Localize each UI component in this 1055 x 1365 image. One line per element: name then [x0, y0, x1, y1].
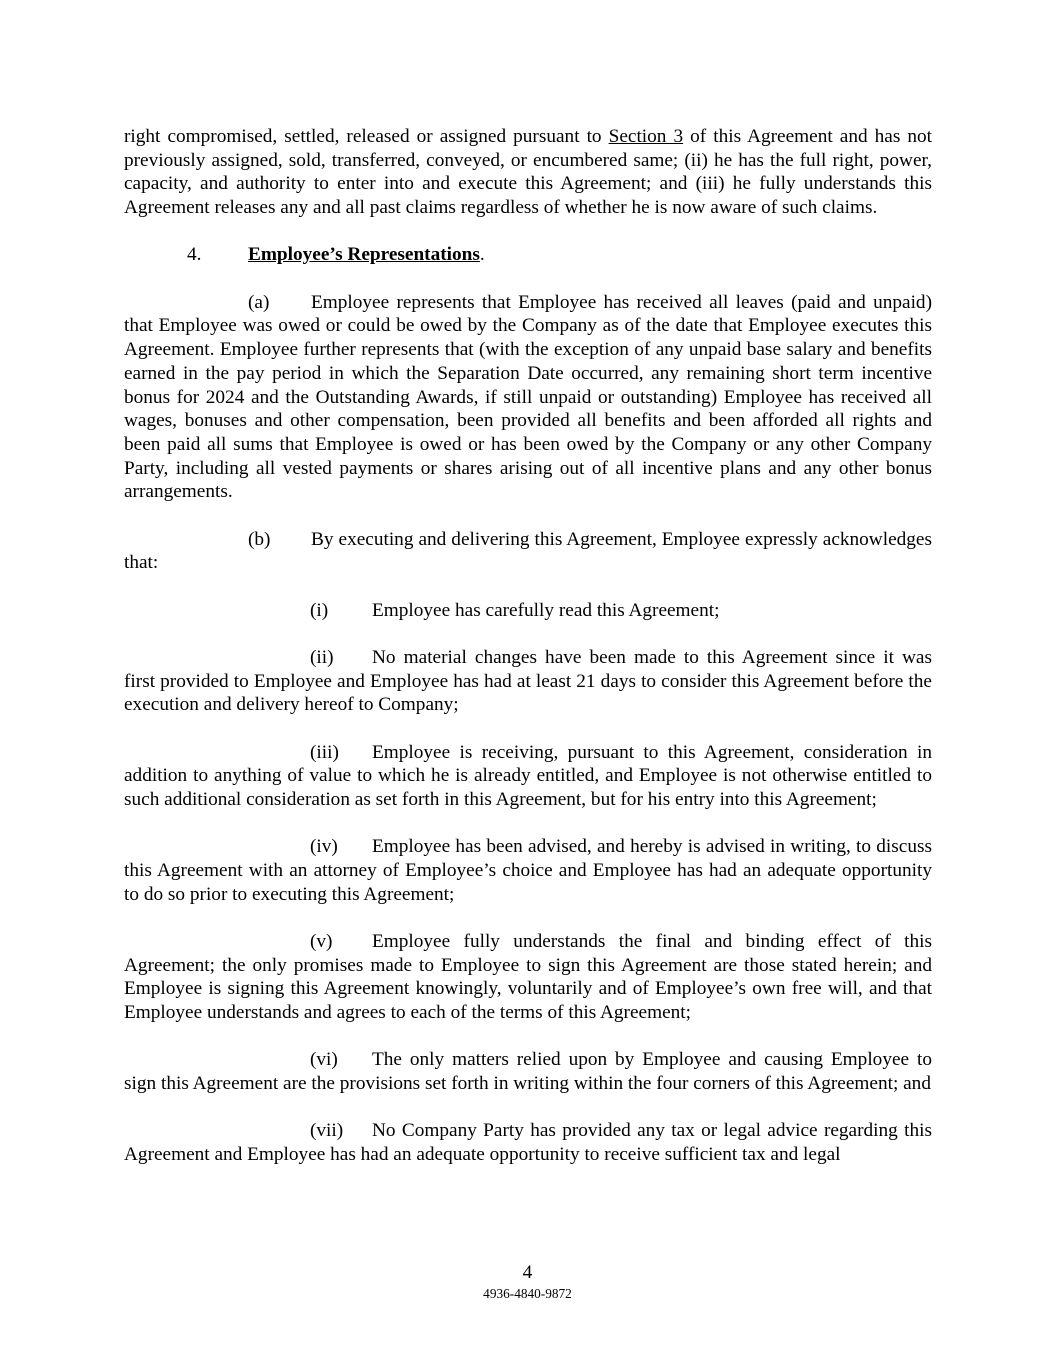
list-item-text: Employee is receiving, pursuant to this Agreement, consideration in addition to anything of value to which he is already entitled, and Employee is not otherwise entitled to such additional consideration as set forth in this Agreement, but for his entry into this Agreement; — [124, 741, 932, 811]
intro-text-end: of this Agreement and has not previously assigned, sold, transferred, conveyed, or encumbered same; (ii) he has the full right, power, capacity, and authority to enter into and execute this Agreement; and (iii) he fully understands this Agreement releases any and all past claims regardless of whether he is now aware of such claims. — [124, 126, 932, 219]
section-title-period: . — [479, 244, 485, 266]
list-item-i — [124, 599, 932, 623]
intro-text-start: right compromised, settled, released or assigned pursuant to — [124, 126, 609, 147]
list-item-text: Employee has been advised, and hereby is advised in writing, to discuss this Agreement with an attorney of Employee’s choice and Employee has had an adequate opportunity to do so prior to executing this Agreement; — [124, 836, 932, 905]
list-item-label: (i) — [310, 599, 329, 621]
section-title: Employee’s Representations — [248, 244, 480, 266]
page-number: 4 — [522, 1262, 533, 1283]
list-item-text: Employee fully understands the final and binding effect of this Agreement; the only promises made to Employee to sign this Agreement are those stated herein; and Employee is signing this Agreement knowingly, voluntarily and of Employee’s own free will, and that Employee understands and agrees to each of the terms of this Agreement; — [124, 931, 932, 1024]
section-number: 4. — [187, 244, 202, 266]
list-item-vii — [124, 1119, 932, 1166]
list-item-iii — [124, 741, 932, 812]
list-item-v — [124, 930, 932, 1025]
section-4-heading — [124, 243, 932, 267]
section-3-reference: Section 3 — [608, 126, 684, 147]
list-item-text: No Company Party has provided any tax or legal advice regarding this Agreement and Employee has had an adequate opportunity to receive sufficient tax and legal — [124, 1120, 932, 1166]
list-item-text: No material changes have been made to this Agreement since it was first provided to Employee and Employee has had at least 21 days to consider this Agreement before the execution and delivery hereof to Company; — [124, 646, 932, 716]
list-item-iv — [124, 835, 932, 906]
list-item-label: (vi) — [310, 1049, 338, 1071]
list-item-label: (iii) — [310, 741, 339, 763]
paragraph-b-label: (b) — [248, 528, 271, 550]
document-page — [124, 125, 932, 1167]
paragraph-a-text: Employee represents that Employee has received all leaves (paid and unpaid) that Employee was owed or could be owed by the Company as of the date that Employee executes this Agreement. Employee further represents that (with the exception of any unpaid base salary and benefits earned in the pay period in which the Separation Date occurred, any remaining short term incentive bonus for 2024 and the Outstanding Awards, if still unpaid or outstanding) Employee has received all wages, bonuses and other compensation, been provided all benefits and been afforded all rights and been paid all sums that Employee is owed or has been owed by the Company or any other Company Party, including all vested payments or shares arising out of all incentive plans and any other bonus arrangements. — [124, 291, 932, 503]
list-item-ii — [124, 646, 932, 717]
paragraph-b — [124, 528, 932, 575]
intro-paragraph — [124, 125, 932, 220]
list-item-label: (ii) — [310, 646, 334, 668]
list-item-text: The only matters relied upon by Employee and causing Employee to sign this Agreement are the provisions set forth in writing within the four corners of this Agreement; and — [124, 1049, 932, 1095]
list-item-vi — [124, 1048, 932, 1095]
paragraph-b-text: By executing and delivering this Agreement, Employee expressly acknowledges that: — [124, 528, 932, 574]
document-id: 4936-4840-9872 — [483, 1286, 572, 1301]
paragraph-a-label: (a) — [248, 291, 270, 313]
list-item-text: Employee has carefully read this Agreement; — [372, 599, 720, 621]
list-item-label: (v) — [310, 931, 333, 953]
list-item-label: (iv) — [310, 836, 338, 858]
paragraph-a — [124, 291, 932, 504]
list-item-label: (vii) — [310, 1120, 344, 1142]
